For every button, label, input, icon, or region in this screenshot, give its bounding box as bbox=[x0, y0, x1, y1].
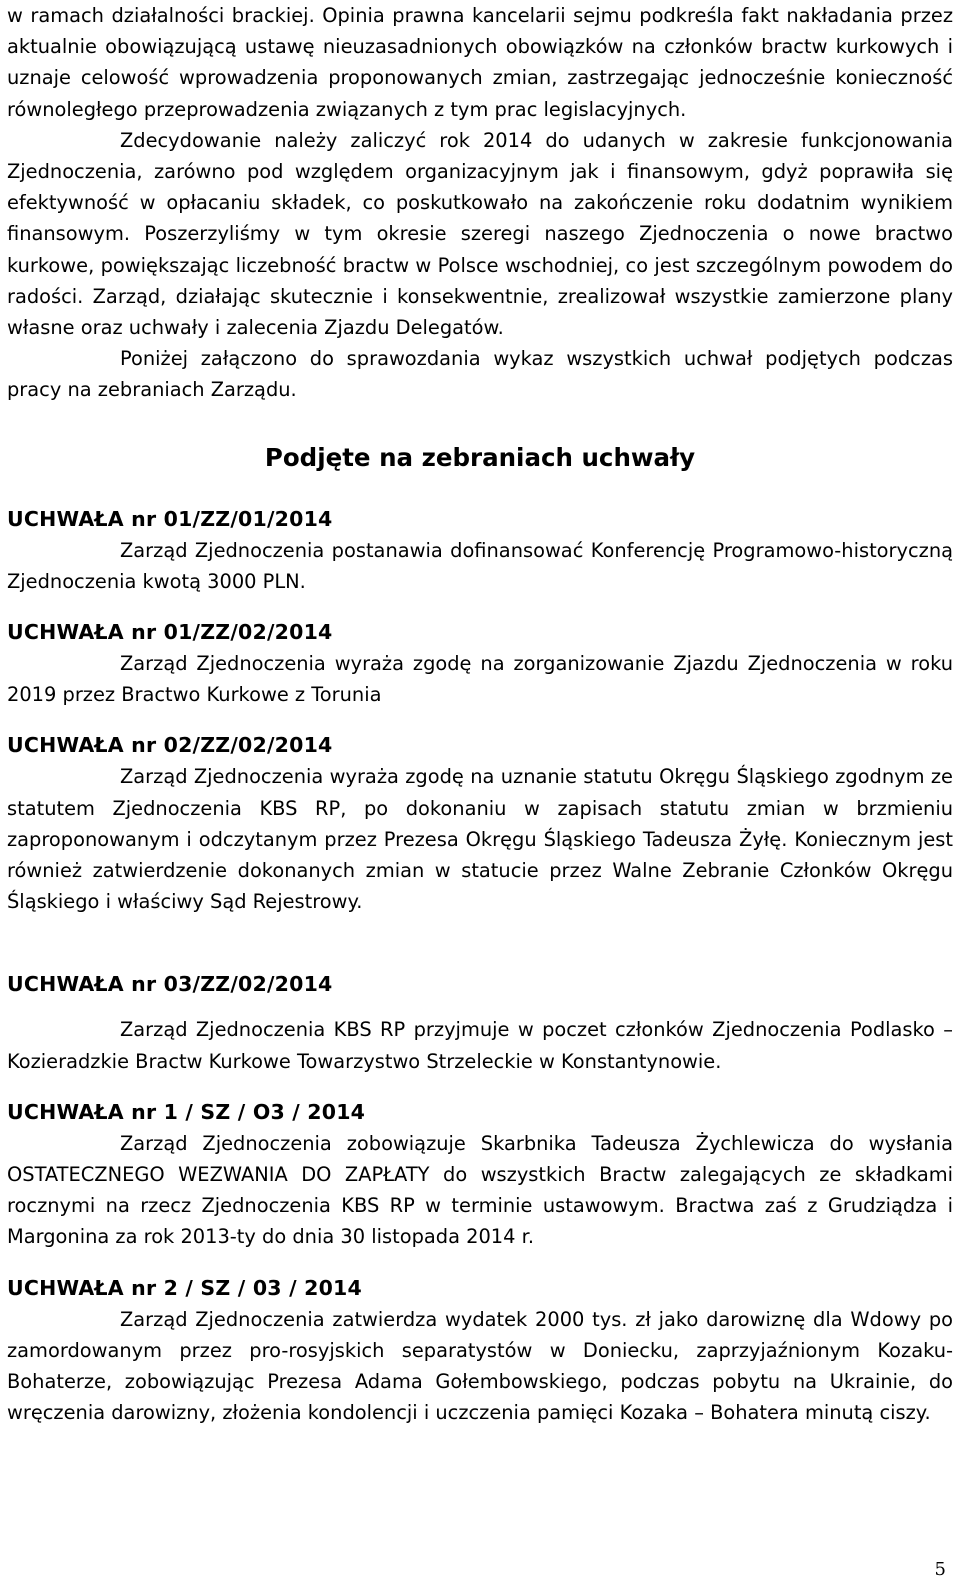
resolution-text: Zarząd Zjednoczenia wyraża zgodę na uznanie statutu Okręgu Śląskiego zgodnym ze statutem Zjednoczenia KBS RP, po dokonaniu w zapisach statutu zmian w brzmieniu zaproponowanym i odczytanym przez Prezesa Okręgu Śląskiego Tadeusza Żyłę. Koniecznym jest również zatwierdzenie dokonanych zmian w statucie przez Walne Zebranie Członków Okręgu Śląskiego i właściwy Sąd Rejestrowy. bbox=[7, 765, 953, 914]
resolution-heading: UCHWAŁA nr 2 / SZ / 03 / 2014 bbox=[7, 1275, 362, 1300]
intro-paragraph-2: Zdecydowanie należy zaliczyć rok 2014 do udanych w zakresie funkcjonowania Zjednoczenia, zarówno pod względem organizacyjnym jak i finansowym, gdyż poprawiła się efektywność w opłacaniu składek, co poskutkowało na zakończenie roku dodatnim wynikiem finansowym. Poszerzyliśmy w tym okresie szeregi naszego Zjednoczenia o nowe bractwo kurkowe, powiększając liczebność bractw w Polsce wschodniej, co jest szczególnym powodem do radości. Zarząd, działając skutecznie i konsekwentnie, zrealizował wszystkie zamierzone plany własne oraz uchwały i zalecenia Zjazdu Delegatów. bbox=[7, 128, 953, 340]
resolution-6 bbox=[7, 1273, 953, 1429]
resolution-heading: UCHWAŁA nr 1 / SZ / O3 / 2014 bbox=[7, 1099, 366, 1124]
intro-paragraph-1: w ramach działalności brackiej. Opinia prawna kancelarii sejmu podkreśla fakt nakładania przez aktualnie obowiązującą ustawę nieuzasadnionych obowiązków na członków bractw kurkowych i uznaje celowość wprowadzenia proponowanych zmian, zastrzegając jednocześnie konieczność równoległego przeprowadzenia związanych z tym prac legislacyjnych. bbox=[7, 4, 953, 121]
document-page bbox=[7, 0, 953, 1429]
resolution-heading: UCHWAŁA nr 01/ZZ/01/2014 bbox=[7, 506, 333, 531]
resolution-1 bbox=[7, 504, 953, 597]
resolution-5 bbox=[7, 1097, 953, 1253]
resolution-text: Zarząd Zjednoczenia KBS RP przyjmuje w poczet członków Zjednoczenia Podlasko – Kozieradzkie Bractw Kurkowe Towarzystwo Strzeleckie w Konstantynowie. bbox=[7, 1018, 953, 1073]
resolution-3 bbox=[7, 730, 953, 917]
section-title: Podjęte na zebraniach uchwały bbox=[264, 442, 696, 472]
resolution-heading: UCHWAŁA nr 03/ZZ/02/2014 bbox=[7, 972, 333, 997]
page-number: 5 bbox=[934, 1559, 946, 1580]
resolution-text: Zarząd Zjednoczenia zatwierdza wydatek 2000 tys. zł jako darowiznę dla Wdowy po zamordowanym przez pro-rosyjskich separatystów w Doniecku, zaprzyjaźnionym Kozaku-Bohaterze, zobowiązując Prezesa Adama Gołembowskiego, podczas pobytu na Ukrainie, do wręczenia darowizny, złożenia kondolencji i uczczenia pamięci Kozaka – Bohatera minutą ciszy. bbox=[7, 1307, 953, 1425]
resolution-4 bbox=[7, 969, 953, 1076]
resolution-text: Zarząd Zjednoczenia postanawia dofinansować Konferencję Programowo-historyczną Zjednoczenia kwotą 3000 PLN. bbox=[7, 538, 953, 593]
intro-paragraph-3: Poniżej załączono do sprawozdania wykaz wszystkich uchwał podjętych podczas pracy na zebraniach Zarządu. bbox=[7, 347, 953, 402]
resolution-heading: UCHWAŁA nr 01/ZZ/02/2014 bbox=[7, 620, 333, 645]
resolution-text: Zarząd Zjednoczenia wyraża zgodę na zorganizowanie Zjazdu Zjednoczenia w roku 2019 przez Bractwo Kurkowe z Torunia bbox=[7, 652, 953, 707]
resolution-heading: UCHWAŁA nr 02/ZZ/02/2014 bbox=[7, 733, 333, 758]
resolution-2 bbox=[7, 617, 953, 710]
resolution-text: Zarząd Zjednoczenia zobowiązuje Skarbnika Tadeusza Żychlewicza do wysłania OSTATECZNEGO WEZWANIA DO ZAPŁATY do wszystkich Bractw zalegających ze składkami rocznymi na rzecz Zjednoczenia KBS RP w terminie ustawowym. Bractwa zaś z Grudziądza i Margonina za rok 2013-ty do dnia 30 listopada 2014 r. bbox=[7, 1131, 953, 1249]
